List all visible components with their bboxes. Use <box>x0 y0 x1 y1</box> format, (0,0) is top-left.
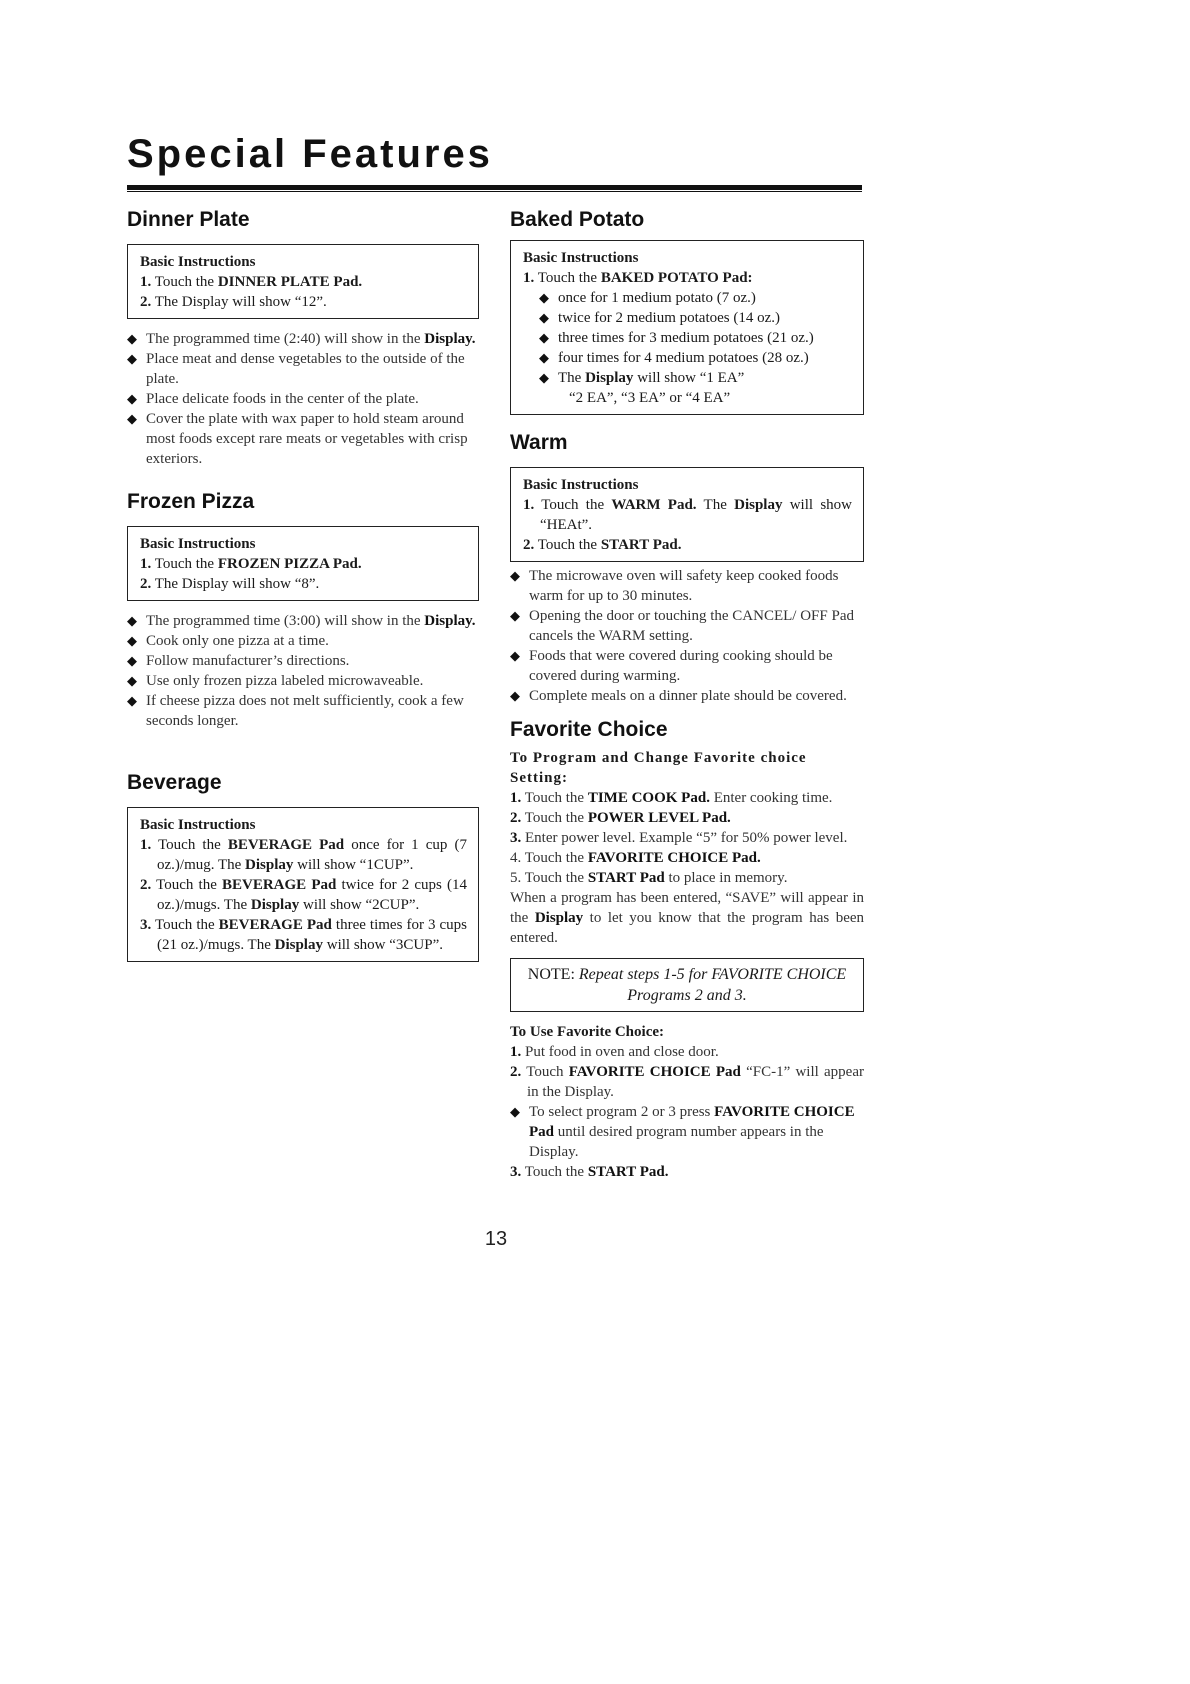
use-step-3: 3. Touch the START Pad. <box>510 1164 669 1180</box>
step-2: 2. Touch the START Pad. <box>523 537 682 553</box>
save-explanation: When a program has been entered, “SAVE” will appear in the Display to let you know that the program has been entered. <box>510 890 865 946</box>
diamond-bullet-icon: ◆ <box>510 568 520 583</box>
frozen-pizza-tips <box>127 611 479 731</box>
favorite-choice-section <box>510 718 864 1182</box>
diamond-bullet-icon: ◆ <box>539 350 549 365</box>
note-text: Repeat steps 1-5 for FAVORITE CHOICE Programs 2 and 3. <box>578 966 847 1004</box>
list-item: ◆ Cook only one pizza at a time. <box>127 633 329 649</box>
frozen-pizza-section <box>127 490 479 731</box>
list-item: ◆ Cover the plate with wax paper to hold steam around most foods except rare meats or vegetables with crisp exteriors. <box>127 411 468 467</box>
diamond-bullet-icon: ◆ <box>510 608 520 623</box>
dinner-plate-instructions-box <box>127 244 479 319</box>
list-item: ◆ Complete meals on a dinner plate should be covered. <box>510 688 847 704</box>
frozen-pizza-heading: Frozen Pizza <box>127 490 255 513</box>
note-label: NOTE: <box>527 966 575 983</box>
beverage-instructions-box <box>127 807 479 962</box>
step-1: 1. Touch the DINNER PLATE Pad. <box>140 274 363 290</box>
diamond-bullet-icon: ◆ <box>127 653 137 668</box>
diamond-bullet-icon: ◆ <box>510 648 520 663</box>
list-item: ◆ To select program 2 or 3 press FAVORITE CHOICE Pad until desired program number appears in the Display. <box>510 1104 855 1160</box>
list-item: ◆ The microwave oven will safety keep cooked foods warm for up to 30 minutes. <box>510 568 839 604</box>
baked-potato-heading: Baked Potato <box>510 208 645 231</box>
baked-potato-instructions-box <box>510 240 864 415</box>
step-2: 2. Touch the BEVERAGE Pad twice for 2 cups (14 oz.)/mugs. The Display will show “2CUP”. <box>140 877 467 913</box>
diamond-bullet-icon: ◆ <box>127 633 137 648</box>
page-number: 13 <box>484 1228 508 1250</box>
step-1: 1. Touch the WARM Pad. The Display will show “HEAt”. <box>523 497 852 533</box>
step-1: 1. Touch the BAKED POTATO Pad: <box>523 270 753 286</box>
step-2: 2. The Display will show “8”. <box>140 576 320 592</box>
diamond-bullet-icon: ◆ <box>127 411 137 426</box>
diamond-bullet-icon: ◆ <box>127 613 137 628</box>
program-step-3: 3. Enter power level. Example “5” for 50% power level. <box>510 830 848 846</box>
program-step-5: 5. Touch the START Pad to place in memory. <box>510 870 788 886</box>
list-item: ◆ If cheese pizza does not melt sufficiently, cook a few seconds longer. <box>127 693 464 729</box>
dinner-plate-heading: Dinner Plate <box>127 208 250 231</box>
warm-instructions-box <box>510 467 864 562</box>
diamond-bullet-icon: ◆ <box>127 351 137 366</box>
box-title: Basic Instructions <box>523 477 639 493</box>
use-step-1: 1. Put food in oven and close door. <box>510 1044 719 1060</box>
use-title: To Use Favorite Choice: <box>510 1024 664 1040</box>
program-step-1: 1. Touch the TIME COOK Pad. Enter cooking time. <box>510 790 833 806</box>
step-2: 2. The Display will show “12”. <box>140 294 327 310</box>
dinner-plate-tips <box>127 329 479 469</box>
option-item: ◆ once for 1 medium potato (7 oz.) <box>539 290 756 306</box>
diamond-bullet-icon: ◆ <box>539 330 549 345</box>
diamond-bullet-icon: ◆ <box>127 391 137 406</box>
title-rule <box>127 185 862 193</box>
diamond-bullet-icon: ◆ <box>510 688 520 703</box>
option-item: ◆ The Display will show “1 EA” <box>539 370 745 386</box>
list-item: ◆ The programmed time (2:40) will show in the Display. <box>127 331 476 347</box>
option-item: ◆ four times for 4 medium potatoes (28 oz.) <box>539 350 809 366</box>
option-item: ◆ twice for 2 medium potatoes (14 oz.) <box>539 310 781 326</box>
step-1: 1. Touch the FROZEN PIZZA Pad. <box>140 556 362 572</box>
list-item: ◆ Use only frozen pizza labeled microwaveable. <box>127 673 424 689</box>
favorite-choice-heading: Favorite Choice <box>510 718 668 741</box>
baked-potato-section <box>510 208 864 415</box>
left-column <box>127 208 479 972</box>
option-continuation: “2 EA”, “3 EA” or “4 EA” <box>569 390 731 406</box>
list-item: ◆ Place delicate foods in the center of the plate. <box>127 391 419 407</box>
box-title: Basic Instructions <box>140 536 256 552</box>
program-step-2: 2. Touch the POWER LEVEL Pad. <box>510 810 731 826</box>
use-step-2: 2. Touch FAVORITE CHOICE Pad “FC-1” will appear in the Display. <box>510 1064 864 1100</box>
warm-heading: Warm <box>510 431 568 454</box>
list-item: ◆ Opening the door or touching the CANCEL/ OFF Pad cancels the WARM setting. <box>510 608 854 644</box>
box-title: Basic Instructions <box>523 250 639 266</box>
diamond-bullet-icon: ◆ <box>127 673 137 688</box>
diamond-bullet-icon: ◆ <box>539 370 549 385</box>
diamond-bullet-icon: ◆ <box>127 331 137 346</box>
warm-section <box>510 431 864 706</box>
page-title: Special Features <box>127 132 493 176</box>
box-title: Basic Instructions <box>140 254 256 270</box>
step-1: 1. Touch the BEVERAGE Pad once for 1 cup (7 oz.)/mug. The Display will show “1CUP”. <box>140 837 467 873</box>
use-tips <box>510 1102 864 1162</box>
diamond-bullet-icon: ◆ <box>539 290 549 305</box>
beverage-heading: Beverage <box>127 771 222 794</box>
diamond-bullet-icon: ◆ <box>510 1104 520 1119</box>
dinner-plate-section <box>127 208 479 469</box>
right-column <box>510 208 864 1182</box>
diamond-bullet-icon: ◆ <box>539 310 549 325</box>
diamond-bullet-icon: ◆ <box>127 693 137 708</box>
list-item: ◆ The programmed time (3:00) will show in the Display. <box>127 613 476 629</box>
box-title: Basic Instructions <box>140 817 256 833</box>
program-step-4: 4. Touch the FAVORITE CHOICE Pad. <box>510 850 761 866</box>
program-title: To Program and Change Favorite choice Setting: <box>510 750 807 786</box>
step-3: 3. Touch the BEVERAGE Pad three times for 3 cups (21 oz.)/mugs. The Display will show “3CUP”. <box>140 917 467 953</box>
beverage-section <box>127 771 479 962</box>
list-item: ◆ Foods that were covered during cooking should be covered during warming. <box>510 648 833 684</box>
option-item: ◆ three times for 3 medium potatoes (21 oz.) <box>539 330 814 346</box>
note-box <box>510 958 864 1012</box>
list-item: ◆ Place meat and dense vegetables to the outside of the plate. <box>127 351 465 387</box>
warm-tips <box>510 566 864 706</box>
list-item: ◆ Follow manufacturer’s directions. <box>127 653 350 669</box>
frozen-pizza-instructions-box <box>127 526 479 601</box>
